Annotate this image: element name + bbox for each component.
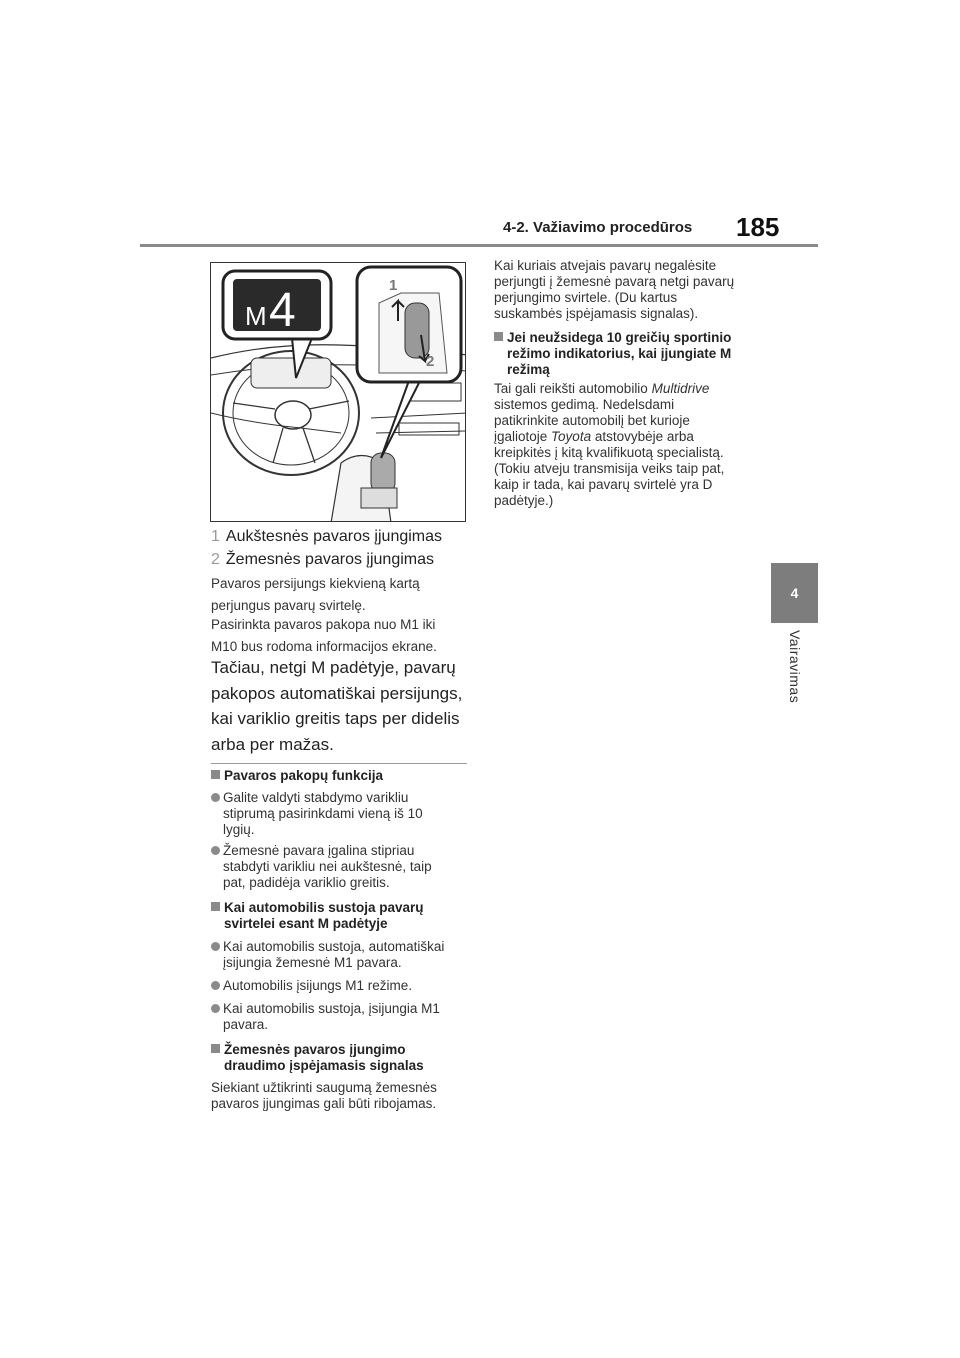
text-line: kai variklio greitis taps per didelis [211, 709, 460, 728]
body-paragraph [211, 1080, 469, 1112]
text-line: lygių. [223, 822, 255, 837]
circle-bullet-icon [211, 942, 220, 951]
section-heading [211, 1042, 469, 1074]
bullet-item [211, 978, 481, 994]
section-title: 4-2. Važiavimo procedūros [503, 219, 693, 236]
text-line: Siekiant užtikrinti saugumą žemesnės [211, 1080, 437, 1095]
mode-badge-letter: M [245, 301, 267, 331]
body-paragraph [494, 258, 756, 322]
text-line: Kai automobilis sustoja, įsijungia M1 [223, 1001, 440, 1016]
text-line: stabdyti varikliu nei aukštesnė, taip [223, 859, 432, 874]
item-text: Žemesnės pavaros įjungimas [225, 551, 434, 568]
item-text: Aukštesnės pavaros įjungimas [225, 528, 443, 545]
square-bullet-icon [211, 1044, 220, 1053]
heading-text: draudimo įspėjamasis signalas [224, 1058, 424, 1073]
text-line: pakopos automatiškai persijungs, [211, 683, 463, 703]
body-paragraph [494, 381, 756, 509]
text-line: stiprumą pasirinkdami vieną iš 10 [223, 806, 423, 821]
text-line: pavaros įjungimas gali būti ribojamas. [211, 1096, 437, 1111]
bullet-item [211, 939, 481, 971]
square-bullet-icon [211, 902, 220, 911]
chapter-tab[interactable]: 4 [771, 563, 818, 623]
circle-bullet-icon [211, 1004, 220, 1013]
note-paragraph [211, 573, 471, 617]
text-line: (Tokiu atveju transmisija veiks taip pat, [494, 461, 725, 476]
text-line: sistemos gedimą. Nedelsdami [494, 397, 675, 412]
circle-bullet-icon [211, 846, 220, 855]
text-line: kaip ir tada, kai pavarų svirtelė yra D [494, 477, 713, 492]
square-bullet-icon [211, 770, 220, 779]
text-line: Kai kuriais atvejais pavarų negalėsite [494, 258, 717, 273]
square-bullet-icon [494, 332, 503, 341]
heading-text: režimo indikatorius, kai įjungiate M [507, 346, 732, 361]
text-line: perjungti į žemesnė pavarą netgi pavarų [494, 274, 735, 289]
circle-bullet-icon [211, 981, 220, 990]
section-heading [211, 900, 469, 932]
note-paragraph [211, 614, 471, 658]
heading-text: svirtelei esant M padėtyje [224, 916, 388, 931]
page-number: 185 [736, 212, 780, 242]
text-line: pavara. [223, 1017, 269, 1032]
heading-text: Žemesnės pavaros įjungimo [224, 1042, 406, 1057]
callout-1: 1 [389, 277, 398, 294]
text-line: Galite valdyti stabdymo varikliu [223, 790, 409, 805]
text-line: Tačiau, netgi M padėtyje, pavarų [211, 658, 456, 677]
text-line: Tai gali reikšti automobilio Multidrive [494, 381, 710, 396]
item-number: 2 [211, 551, 220, 568]
bullet-item [211, 1001, 481, 1033]
text-line: suskambės įspėjamasis signalas). [494, 306, 699, 321]
column-divider [211, 763, 467, 764]
heading-text: Kai automobilis sustoja pavarų [224, 900, 424, 915]
text-line: perjungus pavarų svirtelę. [211, 598, 366, 613]
text-line: Automobilis įsijungs M1 režime. [223, 978, 413, 993]
text-line: įgaliotoje Toyota atstovybėje arba [494, 429, 694, 444]
heading-text: režimą [507, 362, 550, 377]
gear-shift-illustration [210, 262, 466, 522]
text-line: Kai automobilis sustoja, automatiškai [223, 939, 445, 954]
section-heading [211, 768, 469, 784]
text-line: Pavaros persijungs kiekvieną kartą [211, 576, 420, 591]
text-line: padėtyje.) [494, 493, 554, 508]
heading-text: Pavaros pakopų funkcija [224, 768, 384, 783]
text-line: arba per mažas. [211, 734, 334, 754]
text-line: įsijungia žemesnė M1 pavara. [223, 955, 402, 970]
list-item [211, 528, 442, 546]
text-line: Žemesnė pavara įgalina stipriau [223, 843, 415, 858]
list-item [211, 551, 434, 569]
text-line: M10 bus rodoma informacijos ekrane. [211, 639, 437, 654]
chapter-label: Vairavimas [787, 630, 803, 704]
mode-badge-number: 4 [269, 284, 296, 337]
text-line: kreipkitės į kitą kvalifikuotą specialistą. [494, 445, 724, 460]
item-number: 1 [211, 528, 220, 545]
text-line: pat, padidėja variklio greitis. [223, 875, 390, 890]
text-line: perjungimo svirtele. (Du kartus [494, 290, 678, 305]
circle-bullet-icon [211, 793, 220, 802]
large-paragraph [211, 655, 473, 757]
text-line: Pasirinkta pavaros pakopa nuo M1 iki [211, 617, 436, 632]
callout-2: 2 [426, 353, 435, 370]
heading-text: Jei neužsidega 10 greičių sportinio [507, 330, 732, 345]
section-heading [494, 330, 756, 378]
header-rule [140, 244, 818, 247]
bullet-item [211, 843, 481, 891]
bullet-item [211, 790, 481, 838]
text-line: patikrinkite automobilį bet kurioje [494, 413, 690, 428]
